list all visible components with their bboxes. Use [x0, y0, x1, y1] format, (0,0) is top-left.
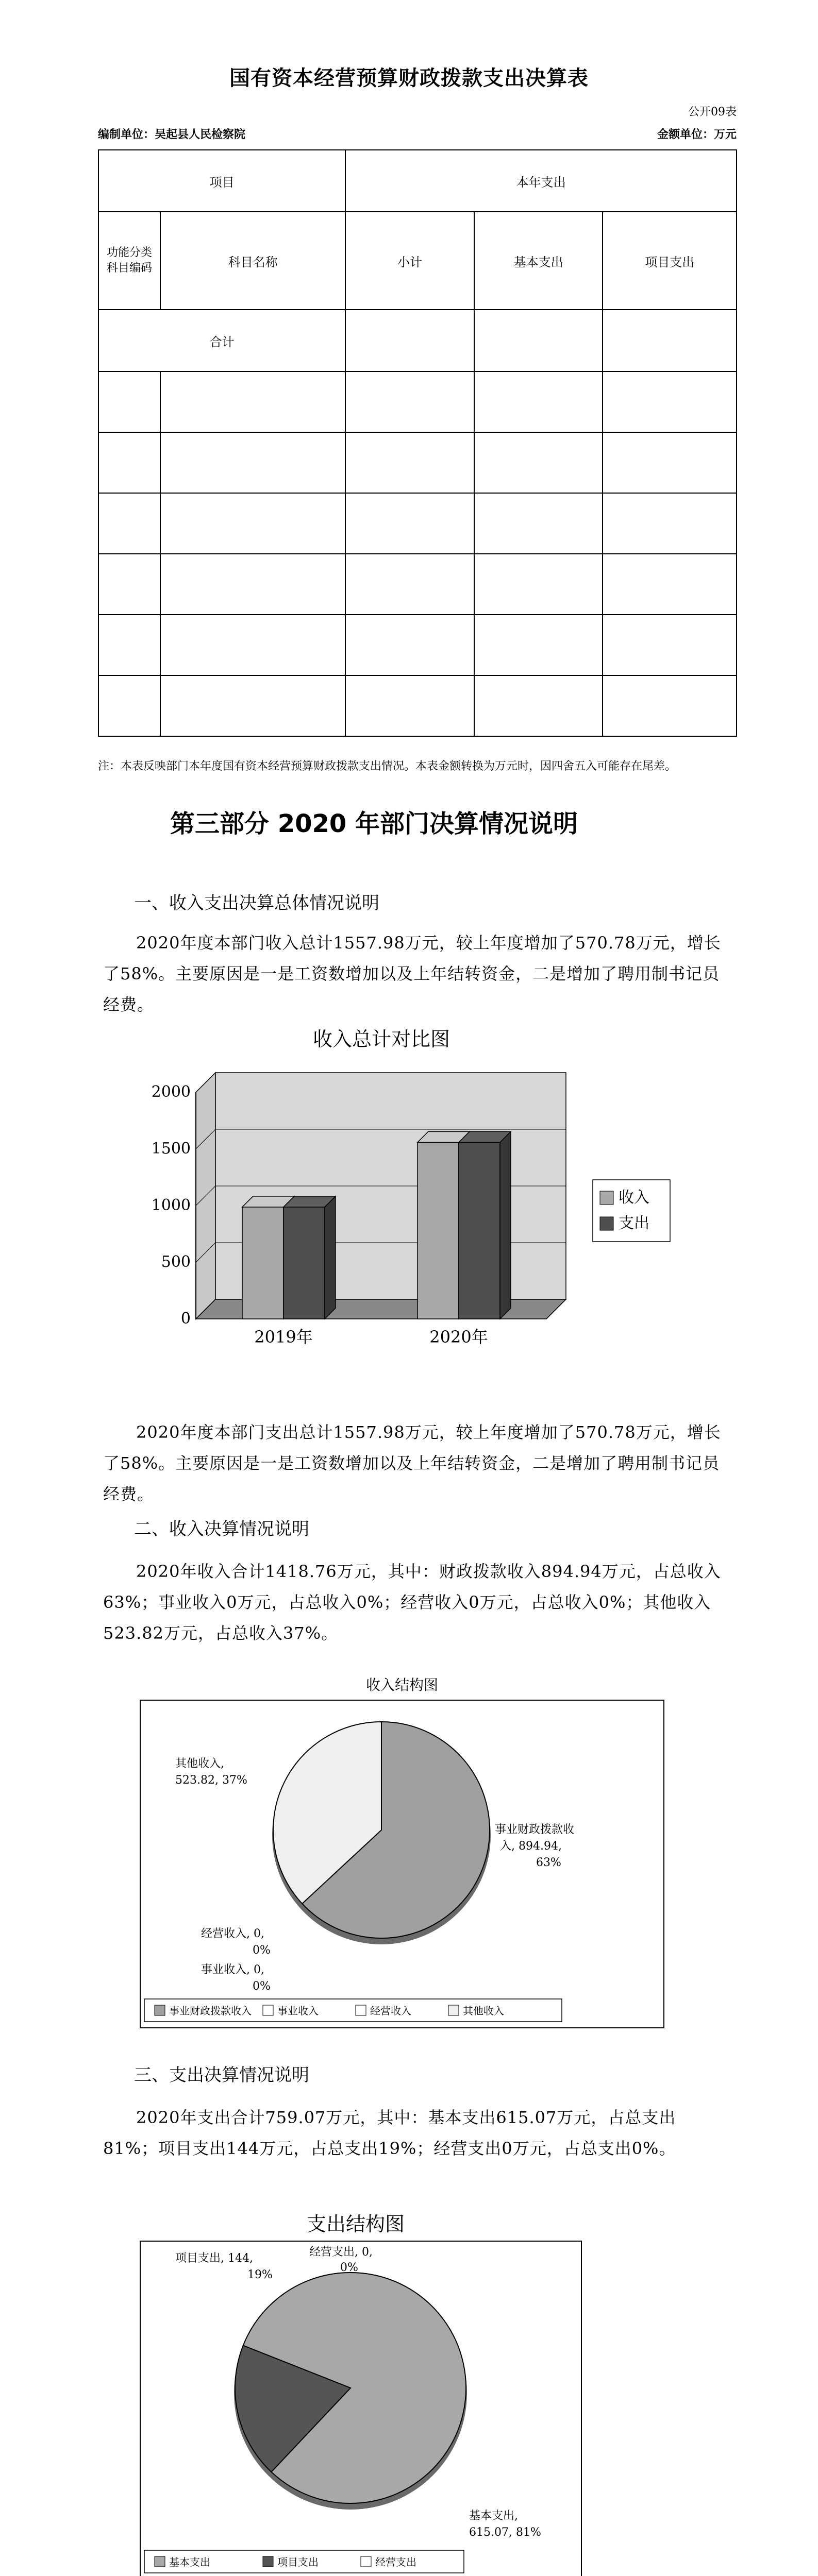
s2-heading: 二、收入决算情况说明: [134, 1519, 309, 1539]
legend-label: 收入: [619, 1189, 649, 1207]
table-row: [98, 675, 737, 736]
legend-label: 支出: [619, 1214, 649, 1232]
pie-data-label: 项目支出, 144,: [175, 2252, 253, 2265]
y-tick-label: 0: [180, 1310, 191, 1328]
bar: [242, 1207, 283, 1319]
legend-label: 项目支出: [277, 2556, 319, 2568]
table-row: [98, 371, 737, 432]
form-code: 公开09表: [688, 106, 737, 118]
x-tick-label: 2020年: [429, 1327, 488, 1347]
col-subtotal: 小计: [345, 212, 474, 310]
legend-swatch: [155, 2005, 165, 2015]
s2-para: 2020年收入合计1418.76万元，其中：财政拨款收入894.94万元，占总收入63%；事业收入0万元，占总收入0%；经营收入0万元，占总收入0%；其他收入523.82万元，占总收入37%。: [103, 1562, 721, 1643]
s3-heading: 三、支出决算情况说明: [134, 2065, 309, 2086]
chart-title: 收入结构图: [365, 1676, 439, 1693]
pie-data-label: 63%: [536, 1856, 561, 1869]
s1-para2: 2020年度本部门支出总计1557.98万元，较上年度增加了570.78万元，增长了58%。主要原因是一是工资数增加以及上年结转资金，二是增加了聘用制书记员经费。: [103, 1422, 721, 1504]
pie-data-label: 经营支出, 0,: [309, 2246, 373, 2259]
total-row-label: 合计: [98, 310, 345, 371]
bar-side: [325, 1196, 336, 1319]
pie-data-label: 基本支出,: [469, 2510, 518, 2522]
pie-data-label: 其他收入,: [175, 1757, 224, 1770]
legend-label: 经营收入: [370, 2005, 411, 2017]
table-row: [98, 432, 737, 493]
col-basic: 基本支出: [474, 212, 603, 310]
y-tick-label: 2000: [151, 1083, 191, 1101]
table-row: [98, 493, 737, 554]
bar-side: [500, 1131, 511, 1319]
legend-swatch: [263, 2556, 273, 2567]
table-cell: [474, 310, 603, 371]
pie-data-label: 事业财政拨款收: [495, 1823, 575, 1836]
pie-data-label: 入, 894.94,: [500, 1840, 562, 1853]
table-cell: [603, 310, 737, 371]
s3-para: 2020年支出合计759.07万元，其中：基本支出615.07万元，占总支出81%；项目支出144万元，占总支出19%；经营支出0万元，占总支出0%。: [103, 2108, 676, 2158]
pie-data-label: 事业收入, 0,: [201, 1963, 264, 1976]
amount-unit: 金额单位：万元: [657, 128, 737, 141]
bar: [418, 1142, 459, 1319]
table-row: [98, 554, 737, 615]
pie-data-label: 0%: [253, 1944, 271, 1957]
form-title: 国有资本经营预算财政拨款支出决算表: [229, 66, 589, 90]
legend-swatch: [448, 2005, 459, 2015]
legend-swatch: [600, 1191, 613, 1205]
col-project: 项目支出: [603, 212, 737, 310]
col-code: 功能分类科目编码: [98, 212, 160, 310]
legend-swatch: [600, 1217, 613, 1230]
legend-swatch: [361, 2556, 371, 2567]
legend-swatch: [263, 2005, 273, 2015]
table-row: [98, 615, 737, 675]
pie-data-label: 615.07, 81%: [469, 2526, 541, 2539]
legend-label: 基本支出: [169, 2556, 210, 2568]
table-cell: [345, 310, 474, 371]
pie-data-label: 19%: [247, 2268, 273, 2281]
legend-swatch: [356, 2005, 366, 2015]
s1-para1: 2020年度本部门收入总计1557.98万元，较上年度增加了570.78万元，增长了58%。主要原因是一是工资数增加以及上年结转资金，二是增加了聘用制书记员经费。: [103, 933, 721, 1014]
legend-label: 其他收入: [463, 2005, 504, 2017]
header-expense: 本年支出: [345, 150, 737, 212]
legend-label: 经营支出: [375, 2556, 416, 2568]
chart-expense-structure: [139, 2210, 582, 2576]
header-item: 项目: [98, 150, 345, 212]
y-tick-label: 1000: [151, 1196, 191, 1214]
bar: [283, 1207, 325, 1319]
legend-swatch: [155, 2556, 165, 2567]
pie-data-label: 0%: [253, 1980, 271, 1993]
legend-label: 事业收入: [277, 2005, 319, 2017]
budget-table: [98, 149, 737, 737]
pie-data-label: 经营收入, 0,: [201, 1927, 264, 1940]
y-tick-label: 500: [161, 1253, 191, 1271]
pie-data-label: 523.82, 37%: [175, 1774, 247, 1787]
part3-heading: 第三部分 2020 年部门决算情况说明: [170, 809, 578, 838]
form-note: 注：本表反映部门本年度国有资本经营预算财政拨款支出情况。本表金额转换为万元时，因四舍五入可能存在尾差。: [98, 760, 677, 773]
y-tick-label: 1500: [151, 1140, 191, 1158]
col-name: 科目名称: [160, 212, 345, 310]
unit-label: 编制单位：吴起县人民检察院: [98, 128, 246, 141]
chart-income-total: [139, 1025, 696, 1386]
pie-data-label: 0%: [340, 2261, 358, 2274]
chart-title: 收入总计对比图: [312, 1028, 450, 1050]
legend-label: 事业财政拨款收入: [169, 2005, 252, 2017]
chart-income-structure: [139, 1669, 665, 2030]
chart-title: 支出结构图: [306, 2213, 405, 2235]
bar: [459, 1142, 500, 1319]
x-tick-label: 2019年: [254, 1327, 313, 1347]
s1-heading: 一、收入支出决算总体情况说明: [134, 893, 379, 913]
